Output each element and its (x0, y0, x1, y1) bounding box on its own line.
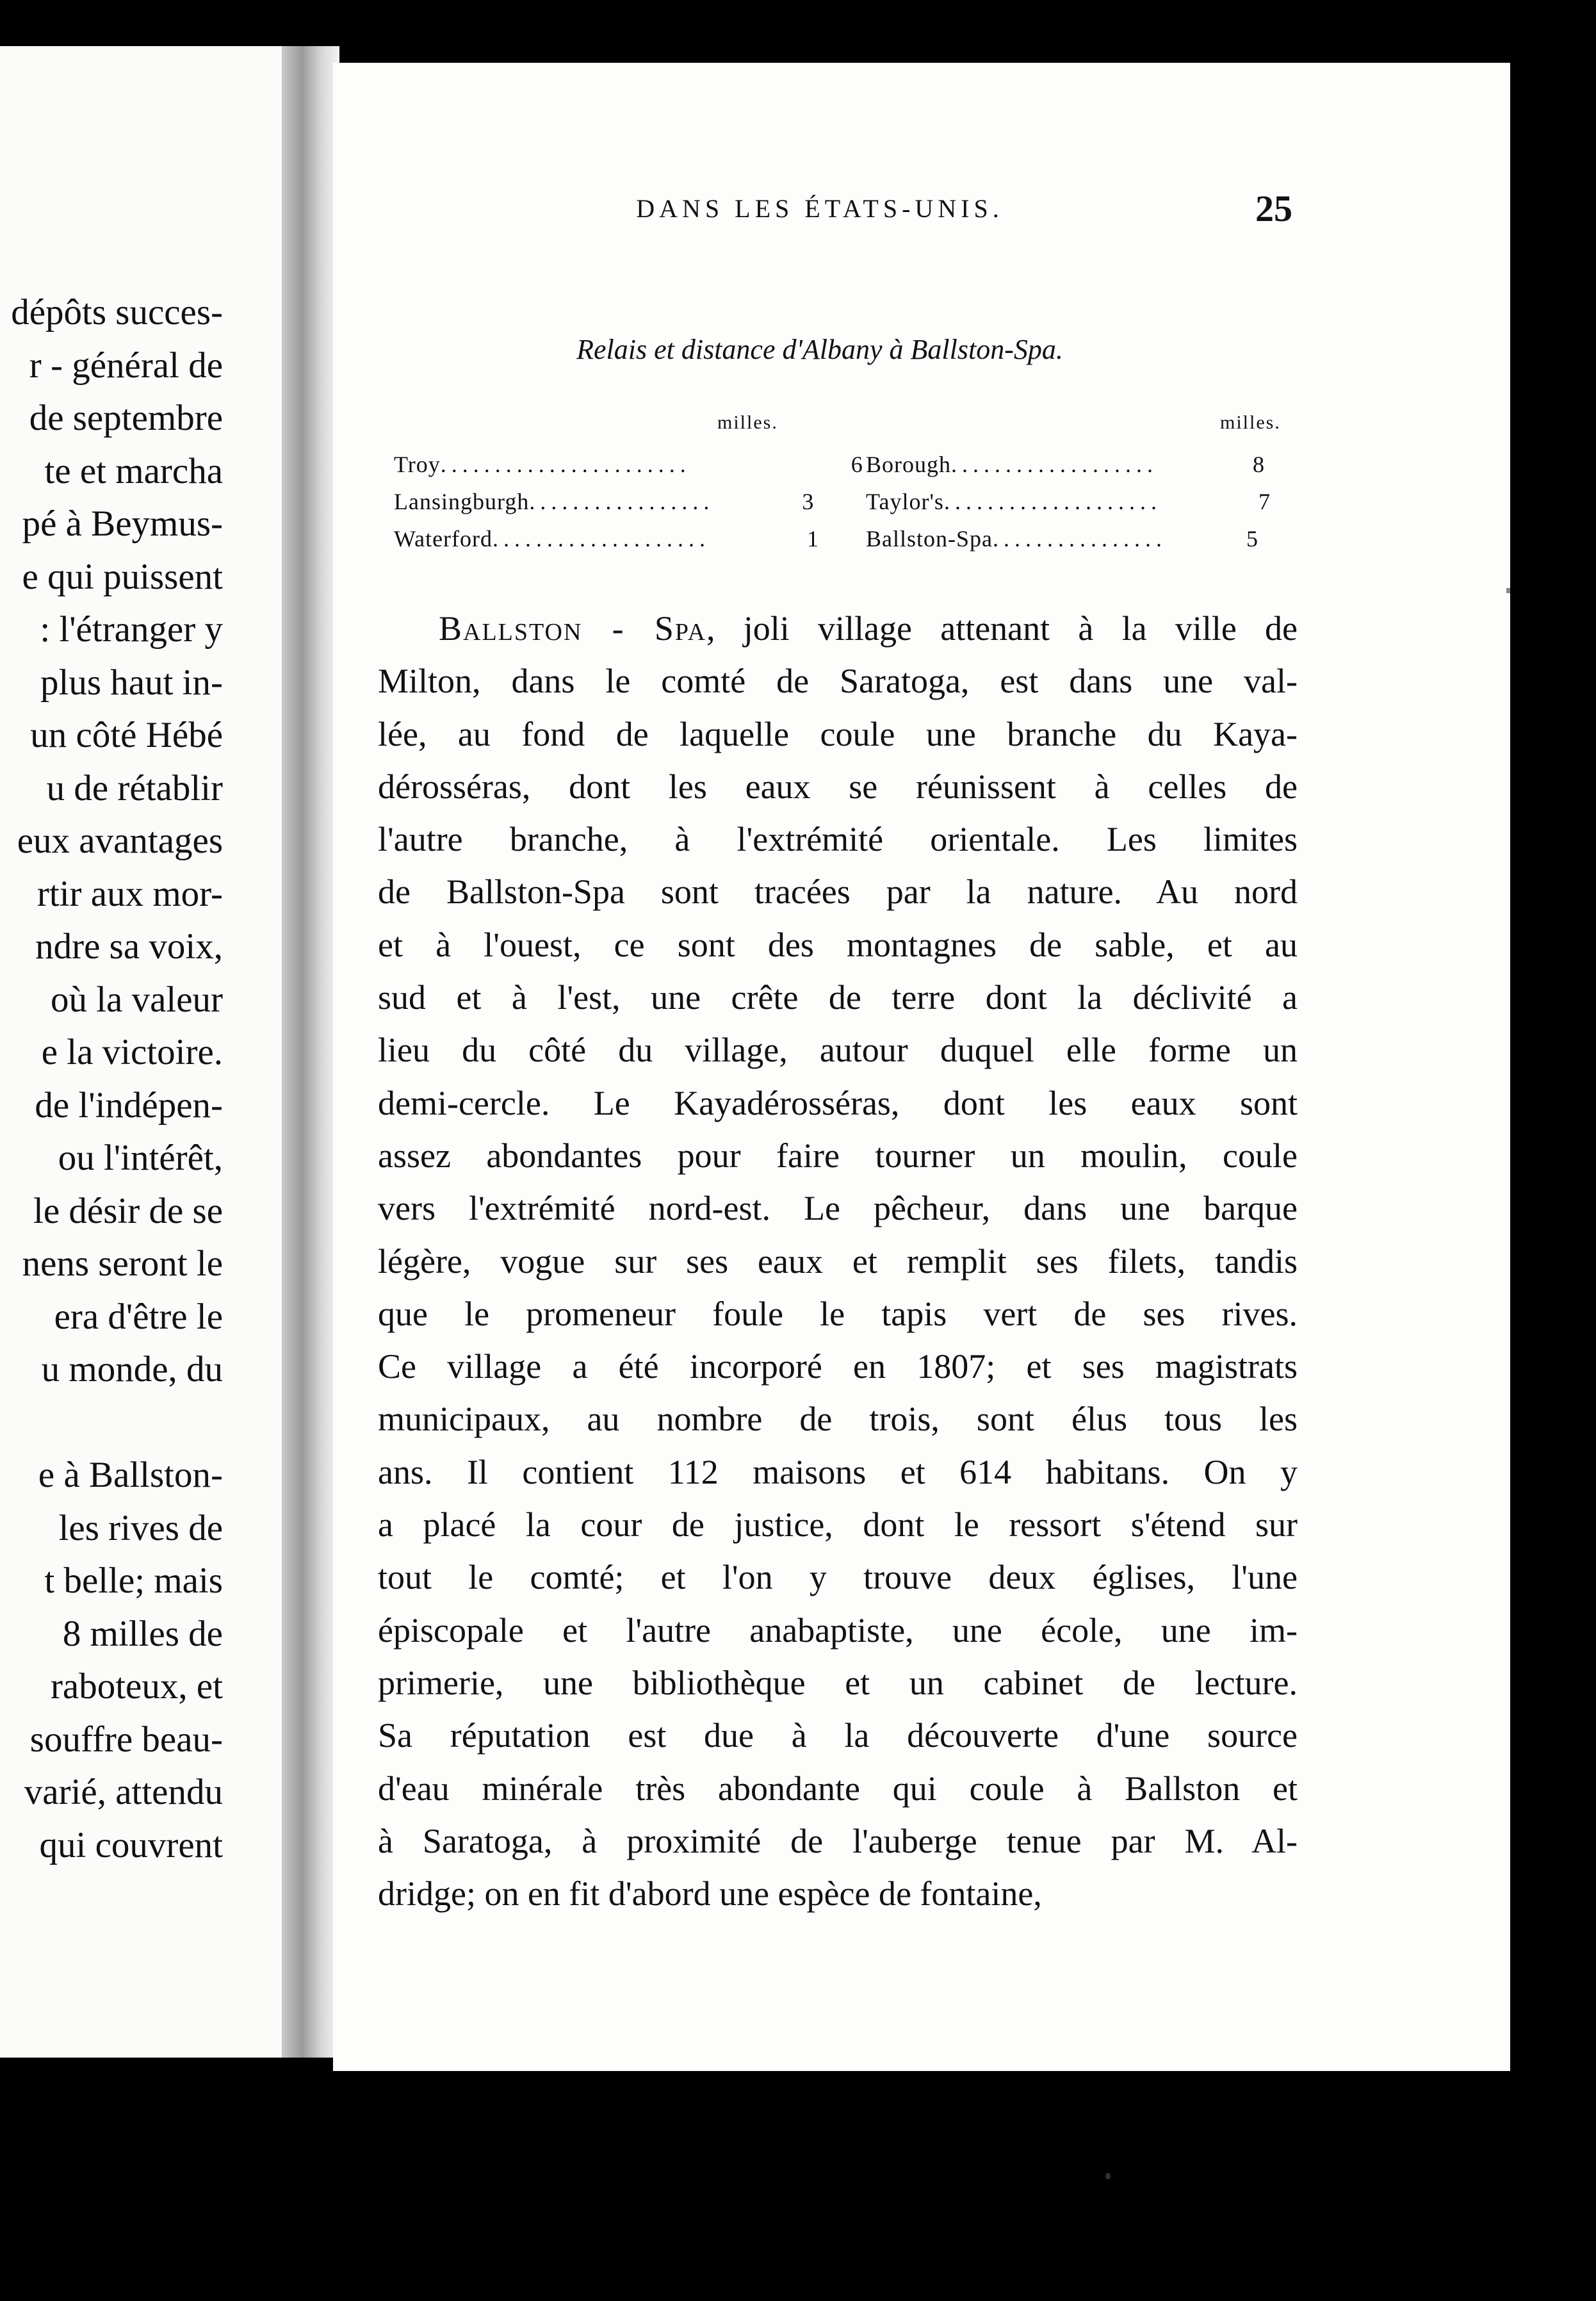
place-name: Troy (394, 452, 441, 477)
body-line: l'autre branche, à l'extrémité orientale. Les limites (378, 820, 1298, 859)
body-line: épiscopale et l'autre anabaptiste, une école, une im- (378, 1610, 1298, 1650)
left-page-line: e à Ballston- (38, 1455, 223, 1495)
table-row: Troy....................... 6 (394, 445, 863, 484)
place-name: Borough (866, 452, 951, 477)
place-name: Taylor's (866, 489, 944, 514)
left-page-line: un côté Hébé (30, 715, 223, 755)
table-row: Borough................... 8 (866, 445, 1265, 484)
left-page-line: ou l'intérêt, (58, 1138, 223, 1178)
body-line: Ballston - Spa, joli village attenant à la ville de (439, 609, 1298, 648)
miles-value: 6 (851, 452, 863, 477)
left-page-line: : l'étranger y (40, 609, 223, 650)
body-line: Sa réputation est due à la découverte d'une source (378, 1716, 1298, 1755)
left-page-line: ndre sa voix, (35, 926, 223, 967)
left-page-line: e qui puissent (22, 556, 223, 597)
left-page-line: nens seront le (22, 1243, 223, 1284)
left-page-line: raboteux, et (50, 1666, 223, 1707)
table-title: Relais et distance d'Albany à Ballston-Spa. (576, 334, 1063, 365)
left-facing-page (0, 46, 282, 2058)
edge-mark (1506, 588, 1510, 593)
left-page-line: eux avantages (17, 821, 223, 861)
left-page-line: qui couvrent (39, 1824, 223, 1865)
body-line: demi-cercle. Le Kayadérosséras, dont les eaux sont (378, 1083, 1298, 1122)
body-line: tout le comté; et l'on y trouve deux églises, l'une (378, 1558, 1298, 1597)
left-page-line: souffre beau- (29, 1719, 223, 1760)
body-line: d'eau minérale très abondante qui coule à Ballston et (378, 1769, 1298, 1808)
body-line: municipaux, au nombre de trois, sont élus tous les (378, 1400, 1298, 1439)
left-page-line: dépôts succes- (11, 292, 223, 332)
body-line: sud et à l'est, une crête de terre dont la déclivité a (378, 978, 1298, 1017)
body-line: vers l'extrémité nord-est. Le pêcheur, dans une barque (378, 1189, 1298, 1228)
left-page-line: r - général de (29, 345, 223, 386)
body-line: dridge; on en fit d'abord une espèce de fontaine, (378, 1874, 1042, 1913)
miles-value: 1 (807, 526, 820, 552)
body-line: lée, au fond de laquelle coule une branche du Kaya- (378, 714, 1298, 753)
unit-label-left: milles. (717, 412, 778, 433)
left-page-line: u de rétablir (46, 767, 223, 808)
body-line: Milton, dans le comté de Saratoga, est dans une val- (378, 662, 1298, 701)
page-number: 25 (1255, 188, 1292, 229)
left-page-line: pé à Beymus- (22, 504, 223, 544)
left-page-line: t belle; mais (44, 1560, 223, 1601)
body-line: de Ballston-Spa sont tracées par la nature. Au nord (378, 872, 1298, 912)
table-row: Waterford.................... 1 (394, 520, 819, 558)
book-gutter (282, 46, 339, 2058)
left-page-line: où la valeur (50, 979, 223, 1020)
table-row: Taylor's.................... 7 (866, 482, 1271, 521)
place-name: Ballston-Spa (866, 526, 993, 552)
body-line: a placé la cour de justice, dont le ressort s'étend sur (378, 1505, 1298, 1544)
body-line: primerie, une bibliothèque et un cabinet de lecture. (378, 1663, 1298, 1702)
left-page-line: de l'indépen- (35, 1085, 223, 1126)
place-name: Lansingburgh (394, 489, 530, 514)
body-line: et à l'ouest, ce sont des montagnes de sable, et au (378, 925, 1298, 964)
left-page-line: plus haut in- (40, 662, 223, 703)
miles-value: 5 (1246, 526, 1258, 552)
left-page-line: era d'être le (54, 1296, 223, 1337)
miles-value: 8 (1253, 452, 1265, 477)
body-line: Ce village a été incorporé en 1807; et ses magistrats (378, 1347, 1298, 1386)
page-mark (1105, 2173, 1111, 2179)
table-row: Lansingburgh................. 3 (394, 482, 814, 521)
body-line: dérosséras, dont les eaux se réunissent à celles de (378, 767, 1298, 806)
left-page-line (11, 1396, 223, 1450)
body-line: à Saratoga, à proximité de l'auberge tenue par M. Al- (378, 1821, 1298, 1860)
left-page-text (11, 286, 223, 1872)
body-line: lieu du côté du village, autour duquel elle forme un (378, 1031, 1298, 1070)
left-page-line: le désir de se (33, 1190, 223, 1231)
left-page-line: 8 milles de (62, 1613, 223, 1654)
left-page-line: les rives de (58, 1507, 223, 1548)
left-page-line: te et marcha (44, 450, 223, 491)
body-paragraph (378, 602, 1298, 1920)
left-page-line: varié, attendu (24, 1772, 223, 1812)
left-page-line: u monde, du (41, 1349, 223, 1389)
running-head: DANS LES ÉTATS-UNIS. (636, 194, 1004, 223)
table-row: Ballston-Spa................ 5 (866, 520, 1258, 558)
lead-word: Ballston - Spa (439, 609, 707, 648)
miles-value: 3 (802, 489, 815, 514)
body-line: ans. Il contient 112 maisons et 614 habitans. On y (378, 1452, 1298, 1491)
body-line: légère, vogue sur ses eaux et remplit ses filets, tandis (378, 1241, 1298, 1281)
left-page-line: e la victoire. (41, 1032, 223, 1072)
body-line: que le promeneur foule le tapis vert de ses rives. (378, 1294, 1298, 1333)
left-page-line: de septembre (29, 398, 223, 438)
miles-value: 7 (1258, 489, 1271, 514)
body-line: assez abondantes pour faire tourner un moulin, coule (378, 1136, 1298, 1175)
unit-label-right: milles. (1220, 412, 1281, 433)
left-page-line: rtir aux mor- (37, 873, 223, 914)
place-name: Waterford (394, 526, 493, 552)
